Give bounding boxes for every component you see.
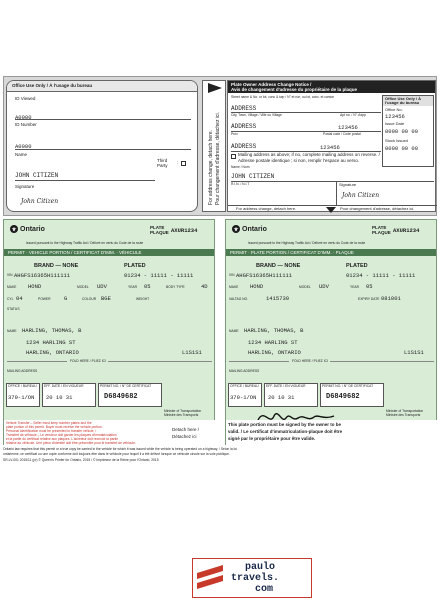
rin-label: R.I.N. / N.I.T (231, 182, 250, 186)
postal-code: L1S1S1 (404, 349, 424, 356)
plaque-label: PLAQUE (372, 230, 391, 235)
postal-value: 123456 (338, 124, 358, 131)
owner-note-2: valid. / Le certificat d'immatriculation-plaque doit être (228, 429, 343, 434)
office-use-title: Office Use Only / À l'usage du bureau (12, 83, 93, 88)
postal-code-label: Postal code / Code postal (323, 132, 361, 136)
law-notice-1: Ontario law requires that this permit or a true copy be carried in the vehicle for which it was issued while the vehicle is being operated on a highway. / Selon la loi (3, 447, 237, 451)
brand-stripes-icon (197, 565, 223, 593)
arrow-down-icon (326, 207, 336, 213)
model-label: MODEL (299, 285, 311, 289)
name-label: Name (15, 152, 28, 157)
third-party-checkbox[interactable] (181, 161, 186, 166)
address-line2: HARLING, ONTARIO (248, 349, 301, 356)
arrow-right-icon (208, 83, 222, 93)
permit-no-label: PERMIT NO. / N° DE CERTIFICAT (322, 384, 374, 388)
body-label: BODY TYPE (166, 285, 185, 289)
transfer-line3: Personal identification must be presented to transfer vehicle. / (6, 429, 97, 433)
copyright-notice: SR-LV-001 2015/11 (pr) © Queen's Printer for Ontario, 2015 / © Imprimeur de la Reine pour l'Ontario, 2015 (3, 458, 159, 462)
id-number-value: A0000 (15, 143, 32, 150)
trillium-icon (10, 225, 18, 233)
fold-label: FOLD HERE / PLIEZ ICI (292, 359, 328, 363)
weight-label: WEIGHT (136, 297, 150, 301)
brand-label: BRAND — NONE (34, 263, 79, 269)
office-value: 379-1/ON (8, 394, 35, 401)
power-label: POWER (38, 297, 51, 301)
office-no-value: 123456 (385, 113, 405, 120)
mailing-address-checkbox[interactable] (231, 154, 236, 159)
trillium-icon (232, 225, 240, 233)
address-line1: 1234 HARLING ST (248, 339, 298, 346)
issued-under: Issued pursuant to the Highway Traffic Act / Délivré en vertu du Code de la route (26, 241, 144, 245)
vin-value: AHGFS16365H111111 (14, 272, 71, 279)
postal-value-2: 123456 (320, 144, 340, 151)
third-party-label: Third Party (157, 158, 168, 168)
change-notice-title-fr: Avis de changement d'adresse du propriétaire de la plaque (231, 86, 357, 92)
change-name-value: JOHN CITIZEN (231, 173, 275, 180)
make-value: HOND (250, 283, 264, 290)
eff-value: 20 10 31 (268, 394, 295, 401)
paulo-travels-logo (192, 558, 312, 598)
owner-name-label: NAME (229, 329, 239, 333)
eff-label: EFF. DATE / EN VIGUEUR (266, 384, 306, 388)
stock-issued-label: Stock Issued (385, 138, 408, 143)
signature-value: John Citizen (21, 198, 59, 205)
band-title: PERMIT · VEHICLE PORTION / CERTIFICAT D'IMM. · VÉHICULE (8, 249, 142, 255)
owner-name-label: NAME (7, 329, 17, 333)
id-viewed-label: ID Viewed (15, 96, 36, 101)
office-value: 379-1/ON (230, 394, 257, 401)
cyl-label: CYL (7, 297, 14, 301)
owner-name: HARLING, THOMAS, B (22, 327, 82, 334)
law-notice-2: ontarienne, ce certificat ou une copie conforme doit toujours être dans le véhicule pour lequel il a été délivré lorsque ce véhicule circule sur la voie publique. (3, 452, 230, 456)
valtag-label: VALTAG NO. (229, 297, 249, 301)
year-value: 05 (366, 283, 373, 290)
detach-instruction-en: For address change, detach here. (208, 129, 214, 205)
issue-date-value: 0000 00 00 (385, 128, 419, 135)
plate-owner-address-change-notice (227, 80, 436, 212)
ontario-wordmark: Ontario (20, 226, 45, 233)
valtag-value: 1415730 (266, 295, 290, 302)
brand-line1: paulo (245, 562, 276, 573)
permit-no-value: D6849682 (104, 393, 138, 401)
line3-value: ADDRESS (231, 143, 257, 150)
plated-label: PLATED (124, 263, 146, 269)
apt-label: Apt no. / N° d'app (340, 113, 366, 117)
transfer-line1: Vehicle Transfer – Seller must keep number plates and the (6, 421, 92, 425)
address-change-section (3, 76, 437, 216)
plaque-label: PLAQUE (150, 230, 169, 235)
plated-label: PLATED (346, 263, 368, 269)
issued-under: Issued pursuant to the Highway Traffic Act / Délivré en vertu du Code de la route (248, 241, 366, 245)
detach-footer-left: For address change, detach here. (236, 206, 297, 211)
status-label: STATUS (7, 307, 20, 311)
ministry-label: Minister of Transportation Ministre des Transports (386, 409, 424, 417)
change-signature-value: John Citizen (342, 192, 380, 199)
detach-here-fr: Détachez ici (172, 434, 197, 439)
make-label: MAKE (7, 285, 17, 289)
colour-value: BGE (101, 295, 111, 302)
model-value: UDV (319, 283, 329, 290)
transfer-line5: et la partie du certificat relative aux plaques. L'acheteur doit recevoir la partie (6, 437, 119, 441)
ontario-wordmark: Ontario (242, 226, 267, 233)
detach-instructions (202, 80, 226, 212)
vin-tail: 01234 - 11111 - 11111 (124, 272, 194, 279)
plate-label: PLATE (150, 225, 165, 230)
transfer-line6: relative au véhicule. Une pièce d'identité doit être présentée pour le transfert de véhicule. (6, 441, 136, 445)
address-line2: HARLING, ONTARIO (26, 349, 79, 356)
signature-label: Signature (15, 184, 35, 189)
body-value: 4D (201, 283, 208, 290)
change-signature-label: Signature (339, 182, 357, 187)
make-value: HOND (28, 283, 42, 290)
permit-vehicle-portion (3, 219, 215, 445)
id-viewed-value: A0000 (15, 114, 32, 121)
third-party-colon: : (177, 160, 179, 165)
permit-no-value: D6849682 (326, 393, 360, 401)
year-label: YEAR (128, 285, 137, 289)
model-label: MODEL (77, 285, 89, 289)
stock-issued-value: 0000 00 00 (385, 145, 419, 152)
owner-note-3: signé par le propriétaire pour être valide. (228, 436, 316, 441)
mailing-label: MAILING ADDRESS (7, 369, 38, 373)
brand-line2: travels. (231, 573, 280, 584)
street-value: ADDRESS (231, 105, 257, 112)
brand-label: BRAND — NONE (256, 263, 301, 269)
fold-label: FOLD HERE / PLIEZ ICI (70, 359, 106, 363)
city-label: City, Town, Village / Ville ou Village (231, 113, 282, 117)
vin-tail: 01234 - 11111 - 11111 (346, 272, 416, 279)
permit-plate-portion (225, 219, 437, 445)
office-only-label: Office Use Only / À l'usage du bureau (385, 96, 422, 106)
band-title: PERMIT · PLATE PORTION / CERTIFICAT D'IMM. · PLAQUE (230, 249, 354, 255)
vin-label: VIN (229, 273, 235, 277)
owner-note-1: This plate portion must be signed by the owner to be (228, 422, 342, 427)
model-value: UDV (97, 283, 107, 290)
office-label: OFFICE / BUREAU (230, 384, 259, 388)
expiry-label: EXPIRY DATE (358, 297, 380, 301)
prov-label: Prov (231, 132, 238, 136)
cyl-value: 04 (16, 295, 23, 302)
colour-label: COLOUR (82, 297, 97, 301)
eff-label: EFF. DATE / EN VIGUEUR (44, 384, 84, 388)
ministry-label: Minister of Transportation Ministre des Transports (164, 409, 202, 417)
detach-footer-right: Pour changement d'adresse, détachez ici. (340, 206, 415, 211)
transfer-line4: Transfert de véhicule – Le vendeur doit garder les plaques d'immatriculation (6, 433, 117, 437)
plate-label: PLATE (372, 225, 387, 230)
brand-line3: com (255, 584, 274, 595)
mailing-label: MAILING ADDRESS (229, 369, 260, 373)
plate-number: AXUR1234 (393, 227, 420, 234)
transfer-line2: plate portion of this permit. Buyer must receive the vehicle portion. (6, 425, 103, 429)
vin-label: VIN (7, 273, 13, 277)
mailing-address-text-fr: Adresse postale identique ; si non, remplir l'espace au verso. (238, 158, 360, 163)
city-value: ADDRESS (231, 123, 257, 130)
year-value: 05 (144, 283, 151, 290)
address-line1: 1234 HARLING ST (26, 339, 76, 346)
plate-number: AXUR1234 (171, 227, 198, 234)
year-label: YEAR (350, 285, 359, 289)
owner-name: HARLING, THOMAS, B (244, 327, 304, 334)
mailing-address-text-en: Mailing address as above; if no, complete mailing address on reverse. / (238, 152, 380, 157)
office-only-mini-box (382, 95, 434, 167)
name-value: JOHN CITIZEN (15, 172, 59, 179)
office-no-label: Office No. (385, 107, 403, 112)
make-label: MAKE (229, 285, 239, 289)
legal-footer (3, 446, 437, 506)
power-value: G (64, 295, 68, 302)
change-notice-title-en: Plate Owner Address Change Notice / (231, 81, 312, 87)
street-label: Street name & No. or lot, conc & twp / N° et rue, ou lot, conc. et canton (231, 95, 335, 99)
postal-code: L1S1S1 (182, 349, 202, 356)
office-use-box (6, 80, 198, 212)
expiry-value: 081001 (381, 295, 401, 302)
name-nom-label: Name / Nom (231, 165, 250, 169)
permit-no-label: PERMIT NO. / N° DE CERTIFICAT (100, 384, 152, 388)
detach-instruction-fr: Pour changement d'adresse, détachez ici. (215, 112, 221, 205)
vin-value: AHGFS16365H111111 (236, 272, 293, 279)
id-number-label: ID Number (15, 122, 37, 127)
issue-date-label: Issue Date (385, 121, 405, 126)
detach-here-en: Detach here / (172, 427, 200, 432)
eff-value: 20 10 31 (46, 394, 73, 401)
office-label: OFFICE / BUREAU (8, 384, 37, 388)
